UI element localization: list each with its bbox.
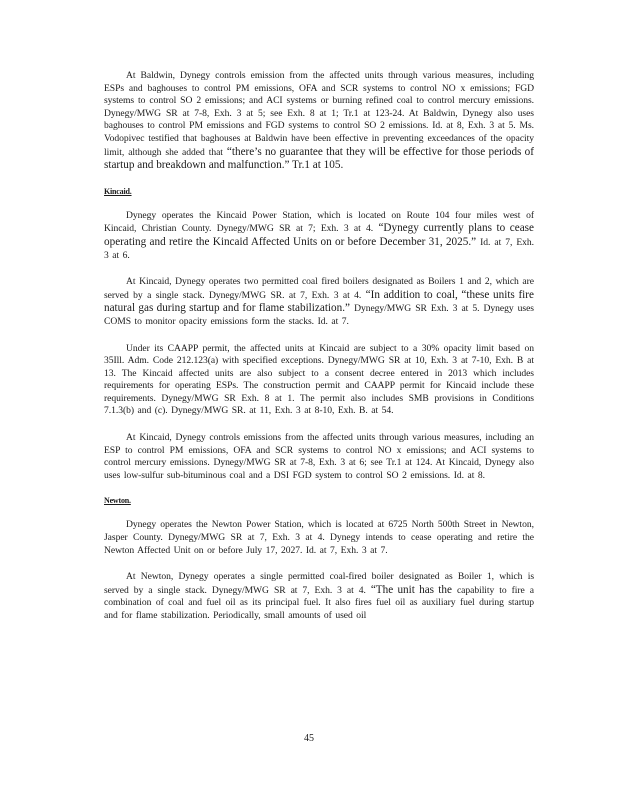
paragraph-kincaid-controls — [104, 432, 534, 482]
paragraph-kincaid-caapp — [104, 343, 534, 419]
paragraph-citation: Dynegy/MWG SR Exh. 3 at 5. Dynegy uses COMS to monitor opacity emissions form the stacks. Id. at 7. — [104, 303, 534, 327]
paragraph-citation: Id. at 7, Exh. 3 at 6. — [104, 236, 534, 261]
paragraph-baldwin-controls — [104, 70, 534, 173]
paragraph-text: At Baldwin, Dynegy controls emission from the affected units through various measures, including ESPs and baghouses to control PM emissions, OFA and SCR systems to control NO x emissions; FGD systems to control SO 2 emissions; and ACI systems or burning refined coal to control mercury emissions. Dynegy/MWG SR at 7-8, Exh. 3 at 5; see Exh. 8 at 1; Tr.1 at 123-24. At Baldwin, Dynegy also uses baghouses to control PM emissions and FGD systems to control SO 2 emissions. Id. at 8, Exh. 3 at 5. Ms. Vodopivec testified that baghouses at Baldwin have been effective in preventing exceedances of the opacity limit, although she added that — [104, 70, 534, 158]
page-number: 45 — [304, 733, 314, 744]
paragraph-continuation: capability to fire a combination of coal and fuel oil as its principal fuel. It also fires fuel oil as auxiliary fuel during startup and for flame stabilization. Periodically, small amounts of used oil — [104, 584, 534, 621]
section-heading-kincaid: Kincaid. — [104, 186, 132, 196]
paragraph-text: Dynegy operates the Newton Power Station, which is located at 6725 North 500th Street in Newton, Jasper County. Dynegy/MWG SR at 7, Exh. 3 at 4. Dynegy intends to cease operating and retire the Newton Affected Unit on or before July 17, 2027. Id. at 7, Exh. 3 at 7. — [104, 519, 534, 556]
quoted-unit-capability: “The unit has the — [370, 583, 452, 596]
paragraph-text: At Kincaid, Dynegy controls emissions from the affected units through various measures, including an ESP to control PM emissions, OFA and SCR systems to control NO x emissions; and ACI systems to control mercury emissions. Dynegy/MWG SR at 7-8, Exh. 3 at 6; see Tr.1 at 124. At Kincaid, Dynegy also uses low-sulfur sub-bituminous coal and a DSI FGD system to control SO 2 emissions. Id. at 8. — [104, 432, 534, 481]
paragraph-kincaid-operates — [104, 210, 534, 262]
body-text — [104, 70, 534, 637]
paragraph-newton-operates — [104, 519, 534, 557]
section-heading-newton: Newton. — [104, 496, 131, 506]
paragraph-newton-boiler — [104, 571, 534, 622]
quoted-retirement-plan: “Dynegy currently plans to cease operating and retire the Kincaid Affected Units on or before December 31, 2025.” — [104, 222, 534, 248]
paragraph-text: At Newton, Dynegy operates a single permitted coal-fired boiler designated as Boiler 1, which is served by a single stack. Dynegy/MWG SR at 7, Exh. 3 at 4. — [104, 571, 534, 596]
quoted-testimony: “there’s no guarantee that they will be effective for those periods of startup and breakdown and malfunction.” Tr.1 at 105. — [104, 145, 534, 172]
paragraph-text: Under its CAAPP permit, the affected units at Kincaid are subject to a 30% opacity limit based on 35Ill. Adm. Code 212.123(a) with specified exceptions. Dynegy/MWG SR at 10, Exh. 3 at 7-10, Exh. B at 13. The Kincaid affected units are also subject to a consent decree entered in 2013 which includes requirements for operating ESPs. The construction permit and CAAPP permit for Kincaid include these requirements. Dynegy/MWG SR Exh. 8 at 1. The permit also includes SMB provisions in Conditions 7.1.3(b) and (c). Dynegy/MWG SR. at 11, Exh. 3 at 8-10, Exh. B. at 54. — [104, 342, 534, 417]
paragraph-text: At Kincaid, Dynegy operates two permitted coal fired boilers designated as Boilers 1 and 2, which are served by a single stack. Dynegy/MWG SR. at 7, Exh. 3 at 4. — [104, 276, 534, 301]
paragraph-text: Dynegy operates the Kincaid Power Station, which is located on Route 104 four miles west of Kincaid, Christian County. Dynegy/MWG SR at 7; Exh. 3 at 4. — [104, 209, 534, 235]
quoted-fuel-statement: “In addition to coal, “these units fire natural gas during startup and for flame stabilization.” — [104, 288, 534, 315]
paragraph-kincaid-boilers — [104, 276, 534, 328]
